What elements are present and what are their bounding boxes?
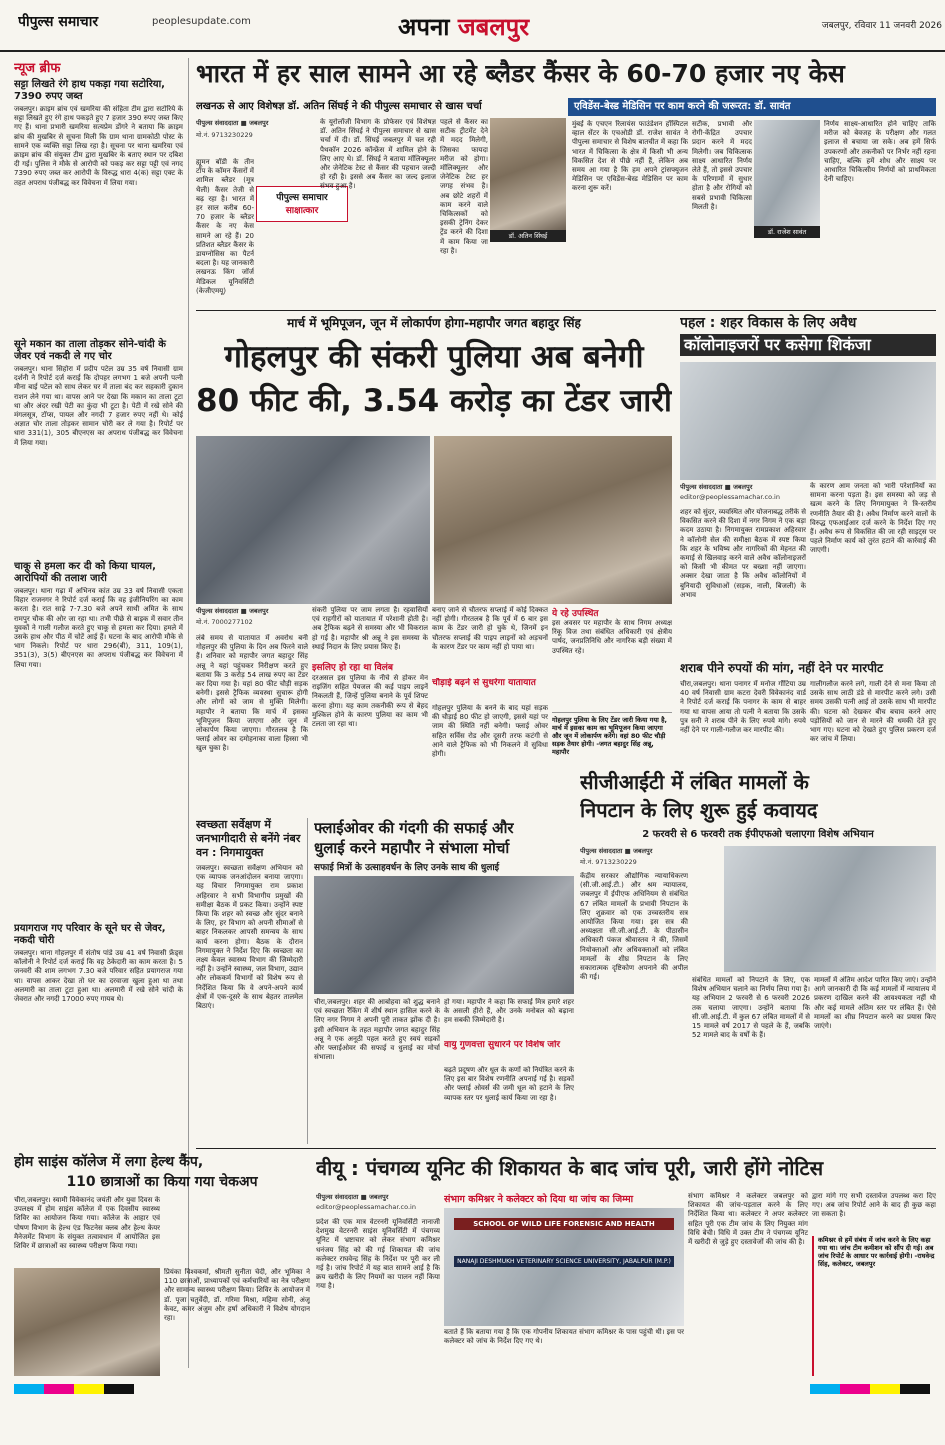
present-title: ये रहे उपस्थित	[552, 609, 599, 619]
brief-item	[14, 561, 183, 917]
present-box	[552, 606, 672, 706]
top-story	[196, 58, 936, 308]
email[interactable]: editor@peoplessamachar.co.in	[680, 493, 780, 501]
byline: पीपुल्स संवाददाता ■ जबलपुर	[196, 119, 269, 127]
cgit-col1: केंद्रीय सरकार औद्योगिक न्यायाधिकरण (सी.जी.आई.टी.) और श्रम न्यायालय, जबलपुर में ईपीएफ अधिनियम से संबंधित 67 लंबित मामलों के प्रभावी निपटान के लिए शुक्रवार को एक उच्चस्तरीय सत्र आयोजित किया गया। इस सत्र की अध्यक्षता सी.जी.आई.टी. के पीठासीन अधिकारी पंकज श्रीवास्तव ने की, जिसमें नियोक्ताओं और अधिवक्ताओं को लंबित मामलों के शीघ्र निपटान के लिए सकारात्मक दृष्टिकोण अपनाने की अपील की गई।	[580, 872, 688, 982]
cgit-byline-box	[580, 846, 720, 870]
colony-col2: के कारण आम जनता को भारी परेशानियों का सामना करना पड़ता है। इस समस्या को जड़ से खत्म करने के लिए निगमायुक्त ने त्रि-स्तरीय रणनीति तैयार की है। अवैध निर्माण करने वालों के विरुद्ध एफआईआर दर्ज करने के निर्देश दिए गए हैं। अवैध रूप से विकसित की जा रही साइट्स पर पहले निर्माण कार्य को तुरंत हटाने की कार्रवाई की जाएगी।	[810, 482, 936, 555]
swachhta-story	[196, 818, 308, 1144]
brief-body: जबलपुर। थाना गोहलपुर में संतोष पांडे उम्र 41 वर्ष निवासी फ्रेंड्स कॉलोनी ने रिपोर्ट दर्ज कराई कि वह ठेकेदारी का काम करता है। 5 जनवरी की शाम लगभग 7.30 बजे परिवार सहित प्रयागराज गया था। वापस आकर देखा तो घर का दरवाजा खुला हुआ था तथा अलमारी का ताला टूटा हुआ था। अलमारी में रखे सोने चांदी के जेवरात और नगदी 17000 रुपए गायब थे।	[14, 949, 183, 1004]
swachhta-headline: स्वच्छता सर्वेक्षण में जनभागीदारी से बनेंगे नंबर वन : निगमायुक्त	[196, 818, 301, 859]
colony-kicker: पहल : शहर विकास के लिए अवैध	[680, 315, 857, 331]
cgit-story	[580, 768, 936, 1144]
liquor-col2: गालीगलौज करने लगे, गाली देने से मना किया तो उसके साथ लाठी डंडे से मारपीट करने लगे। उसी समय उसकी पत्नी आई तो उसके साथ भी मारपीट की। घटना को देखकर बीच बचाव करने आए पड़ोसियों को जान से मारने की धमकी देते हुए भाग गए। घटना को देखते हुए पुलिस प्रकरण दर्ज कर जांच में लिया।	[810, 680, 936, 744]
brief-item	[14, 339, 183, 555]
brief-item	[14, 923, 183, 1169]
byline: पीपुल्स संवाददाता ■ जबलपुर	[680, 483, 753, 491]
cgit-headline-2: निपटान के लिए शुरू हुई कवायद	[580, 798, 818, 822]
flyover-headline-1: फ्लाईओवर की गंदगी की सफाई और	[314, 819, 514, 837]
vu-photo-sign-1: SCHOOL OF WILD LIFE FORENSIC AND HEALTH	[454, 1218, 674, 1230]
brief-headline: प्रयागराज गए परिवार के सूने घर से जेवर, नकदी चोरी	[14, 923, 166, 946]
mayor-quote: गोहलपुर पुलिया के लिए टेंडर जारी किया गया है, मार्च में इसका काम का भूमिपूजन किया जाएगा और जून में लोकार्पण करेंगे। वहां 80 फीट चौड़ी सड़क तैयार होगी। -जगत बहादुर सिंह अन्नू, महापौर	[552, 712, 672, 784]
phone: मो.नं. 7000277102	[196, 618, 253, 626]
top-story-headline: भारत में हर साल सामने आ रहे ब्लैडर कैंसर के 60-70 हजार नए केस	[196, 59, 845, 88]
evidence-col2: सटीक, प्रभावी और रोगी-केंद्रित उपचार प्रदान करने में मदद मिलेगी। जब चिकित्सक साक्ष्य आधारित निर्णय लेते हैं, तो इससे उपचार के परिणामों में सुधार होता है और रोगियों को सबसे प्रभावी चिकित्सा मिलती है।	[692, 120, 752, 211]
doctor-photo	[490, 118, 566, 230]
bridge-photo-left	[196, 436, 430, 604]
byline: पीपुल्स संवाददाता ■ जबलपुर	[196, 607, 269, 615]
evidence-col1: मुंबई के एचएन रिलायंस फाउंडेशन हॉस्पिटल व्हाल सेंटर के एचओडी डॉ. राजेश सावंत ने पीपुल्स समाचार से विशेष बातचीत में कहा कि भारत में चिकित्सा के क्षेत्र में किसी भी अन्य विकसित देश से पीछे नहीं हैं, लेकिन अब समय आ गया है कि हम अपने ट्रांसफ्यूजन मेडिसिन पर एविडेंस-बेस्ड मेडिसिन पर काम करना शुरू करें।	[572, 120, 688, 193]
vu-headline: वीयू : पंचगव्य यूनिट की शिकायत के बाद जांच पूरी, जारी होंगे नोटिस	[316, 1156, 824, 1180]
email[interactable]: editor@peoplessamachar.co.in	[316, 1203, 416, 1211]
website-link[interactable]: peoplesupdate.com	[152, 16, 251, 27]
evidence-banner	[568, 98, 936, 116]
bridge-sub2: चौड़ाई बढ़ने से सुधरेगा यातायात	[432, 678, 536, 688]
print-color-bar-left	[14, 1384, 134, 1394]
phone: मो.नं. 9713230229	[196, 131, 253, 139]
brief-headline: चाकू से हमला कर दी को किया घायल, आरोपियों की तलाश जारी	[14, 561, 156, 584]
phone: मो.नं. 9713230229	[580, 858, 637, 866]
section-title-1: अपना	[398, 13, 450, 41]
vu-col1: प्रदेश की एक मात्र वेटरनरी यूनिवर्सिटी नानाजी देशमुख वेटरनरी साइंस यूनिवर्सिटी में पंचगव्य यूनिट में भ्रष्टाचार को लेकर संभाग कमिश्नर धनंजय सिंह को की गई शिकायत की जांच कलेक्टर राघवेन्द्र सिंह के निर्देश पर पूरी कर ली गई है। जांच रिपोर्ट में यह बात सामने आई है कि क्रय खरीदी के लिए नियमों का पालन नहीं किया गया है।	[316, 1218, 440, 1291]
top-story-subheadline: लखनऊ से आए विशेषज्ञ डॉ. अतिन सिंघई ने की पीपुल्स समाचार से खास चर्चा	[196, 101, 482, 112]
bridge-sub2-body: गोहलपुर पुलिया के बनने के बाद यहां सड़क की चौड़ाई 80 फीट हो जाएगी, इससे यहां पर जाम की स्थिति नहीं बनेगी। फ्लाई ओवर सहित सर्विस रोड और दूसरी तरफ कटंगी से आने वाले ट्रैफिक को भी निकलने में सुविधा होगी।	[432, 704, 548, 759]
top-story-col1: ह्यूमन बॉडी के तीन टॉप के कॉमन कैंसरों में शामिल ब्लैडर (मूत्र थैली) कैंसर तेजी से बढ़ रहा है। भारत में हर साल करीब 60-70 हजार के ब्लैडर कैंसर के नए केस सामने आ रहे हैं। 20 प्रतिशत ब्लैडर कैंसर के डायग्नोसिस का पैटर्न बदला है। यह जानकारी लखनऊ किंग जॉर्ज मेडिकल यूनिवर्सिटी (केजीएमयू)	[196, 158, 254, 295]
homescience-headline-1: होम साइंस कॉलेज में लगा हेल्थ कैंप,	[14, 1154, 204, 1170]
divider	[196, 310, 936, 311]
homescience-photo	[14, 1268, 160, 1376]
homescience-col2: प्रियंका विश्वकर्मा, श्रीमती सुनीता चेदी, और भूमिका ने 110 छात्राओं, प्राध्यापकों एवं कर्मचारियों का नेत्र परीक्षण और सामान्य स्वास्थ्य परीक्षण किया। शिविर के आयोजन में डॉ. पूजा चतुर्वेदी, डॉ. गरिमा मिश्रा, महिमा सोनी, अंजू केवट, कमर अंजुम और हर्षा अधिकारी ने विशेष योगदान रहा।	[164, 1268, 310, 1323]
homescience-col1: चीरा,जबलपुर। स्वामी विवेकानंद जयंती और युवा दिवस के उपलक्ष्य में होम साइंस कॉलेज में एक दिवसीय स्वास्थ्य शिविर का आयोजन किया गया। कॉलेज के आहार एवं पोषण विभाग के हेल्थ एंड फिटनेस क्लब और हेल्थ केयर मैनेजमेंट विभाग के संयुक्त तत्वावधान में आयोजित इस शिविर में छात्राओं का स्वास्थ्य परीक्षण किया गया।	[14, 1196, 160, 1251]
liquor-headline: शराब पीने रुपयों की मांग, नहीं देने पर मारपीट	[680, 661, 884, 675]
bridge-story	[196, 314, 672, 814]
vu-kicker: संभाग कमिश्नर ने कलेक्टर को दिया था जांच का जिम्मा	[444, 1194, 634, 1205]
flyover-photo	[314, 876, 574, 994]
bridge-headline-1: गोहलपुर की संकरी पुलिया अब बनेगी	[224, 339, 644, 375]
bridge-col3: बनाए जाने से चौतरफ सप्लाई में कोई दिक्कत नहीं होगी। गौरतलब है कि पूर्व में 6 बार इस काम के टेंडर जारी हो चुके थे, जिनमें इन चौतरफ सप्लाई की पाइप लाइनों को अड़चनों के कारण टेंडर पर काम नहीं हो पाया था।	[432, 606, 548, 651]
flyover-sub-body: बढ़ते प्रदूषण और धूल के कणों को नियंत्रित करने के लिए इस बार विशेष रणनीति अपनाई गई है। सड़कों और फ्लाई ओवर्स की जमी धूल को हटाने के लिए व्यापक स्तर पर धुलाई कार्य किया जा रहा है।	[444, 1066, 574, 1102]
liquor-col1: चीरा,जबलपुर। थाना पनागर में मनोज गौंटिया उम्र 40 वर्ष निवासी ग्राम कटरा देवरी विवेकानंद वार्ड ने रिपोर्ट दर्ज कराई कि पनागर के काम से बाहर गया था वापस आया तो पत्नी ने बताया कि उसके पुत्र सनी ने शराब पीने के लिए रुपये मांगे। रुपये नहीं देने पर गाली-गलौज कर मारपीट की।	[680, 680, 806, 735]
masthead	[0, 0, 945, 52]
bridge-sub1: इसलिए हो रहा था विलंब	[312, 663, 394, 672]
byline: पीपुल्स संवाददाता ■ जबलपुर	[316, 1193, 389, 1201]
colony-byline-box	[680, 482, 810, 506]
present-body: इस अवसर पर महापौर के साथ निगम अध्यक्ष रिंकू विज तथा संबंधित अधिकारी एवं क्षेत्रीय पार्षद, जनप्रतिनिधि और नागरिक बड़ी संख्या में उपस्थित रहे।	[552, 619, 672, 655]
vu-photo-sign-2: NANAJI DESHMUKH VETERINARY SCIENCE UNIVERSITY, JABALPUR (M.P.)	[454, 1256, 674, 1267]
colony-story	[680, 314, 936, 654]
cgit-headline-1: सीजीआईटी में लंबित मामलों के	[580, 770, 809, 794]
vu-col3: संभाग कमिश्नर ने कलेक्टर जबलपुर को शिकायत की जांच-पड़ताल करने के लिए निर्देशित किया था। कलेक्टर ने अपर कलेक्टर सहित पूरी एक टीम जांच के लिए नियुक्त मांग विधि बेची। विधि में उक्त टीम ने पंचगव्य यूनिट में खरीदी से जुड़े हुए दस्तावेजों की जांच की है।	[688, 1192, 808, 1247]
bridge-kicker: मार्च में भूमिपूजन, जून में लोकार्पण होगा-महापौर जगत बहादुर सिंह	[287, 316, 581, 330]
interview-logo-text: पीपुल्स समाचार	[276, 193, 328, 203]
brief-headline: सट्टा लिखते रंगे हाथ पकड़ा गया सटोरिया, 7390 रुपए जब्त	[14, 79, 165, 102]
brand-logo[interactable]: पीपुल्स समाचार	[18, 14, 99, 30]
bridge-col1: लंबे समय से यातायात में अवरोध बनी गोहलपुर की पुलिया के दिन अब फिरने वाले हैं। शनिवार को महापौर जगत बहादुर सिंह अन्नू ने यहां पहुंचकर निरीक्षण करते हुए बताया कि 3 करोड़ 54 लाख रुपए का टेंडर कर दिया गया है। यहां 80 फीट चौड़ी सड़क बनेगी। इससे ट्रैफिक व्यवस्था सुचारू होगी और लोगों को जाम से मुक्ति मिलेगी। महापौर ने बताया कि मार्च में इसका भूमिपूजन किया जाएगा और जून में लोकार्पण किया जाएगा। गौरतलब है कि फ्लाई ओवर का दमोहनाका वाला हिस्सा भी खुल चुका है।	[196, 634, 308, 753]
vu-story	[316, 1152, 936, 1378]
vu-col2: बताते हैं कि बताया गया है कि एक गोपनीय शिकायत संभाग कमिश्नर के पास पहुंची थी। इस पर कलेक्टर को जांच के निर्देश दिए गए थे।	[444, 1328, 684, 1346]
flyover-col1: चीरा,जबलपुर। शहर की आबोहवा को शुद्ध बनाने एवं स्वच्छता रैंकिंग में शीर्ष स्थान हासिल करने के लिए नगर निगम ने अपनी पूरी ताकत झोंक दी है। इसी अभियान के तहत महापौर जगत बहादुर सिंह अन्नू ने एक अनूठी पहल करते हुए स्वयं सड़कों और फ्लाईओवर की सफाई व धुलाई का मोर्चा संभाला।	[314, 998, 440, 1062]
section-title-2: जबलपुर	[457, 13, 530, 41]
swachhta-body: जबलपुर। स्वच्छता सर्वेक्षण अभियान को एक व्यापक जनआंदोलन बनाया जाएगा। यह विचार निगमायुक्त राम प्रकाश अहिरवार ने सभी विभागीय प्रमुखों की समीक्षा बैठक में प्रकट किया। उन्होंने स्पष्ट किया कि शहर को स्वच्छ और सुंदर बनाने के लिए, हर विभाग को अपनी सीमाओं से बाहर निकलकर आपसी समन्वय के साथ कार्य करना होगा। बैठक के दौरान निगमायुक्त ने निर्देश दिए कि स्वच्छता का लक्ष्य केवल स्वास्थ्य विभाग की जिम्मेदारी नहीं है। उन्होंने स्वास्थ्य, जल विभाग, उद्यान और लोककर्म विभागों को विशेष रूप से निर्देशित किया कि वे अपने-अपने कार्य क्षेत्रों में एक-दूसरे के साथ बेहतर तालमेल बिठाएं।	[196, 864, 303, 1011]
flyover-sub: वायु गुणवत्ता सुधारने पर विशेष जोर	[444, 1040, 561, 1050]
byline: पीपुल्स संवाददाता ■ जबलपुर	[580, 847, 653, 855]
flyover-headline-2: धुलाई करने महापौर ने संभाला मोर्चा	[314, 839, 510, 857]
cgit-col3: मामलों में अंतिम आदेश पारित किए जाएं। उन्होंने आगे जानकारी दी कि कई मामलों में न्यायालय में प्रकरण दाखिल करने की आवश्यकता नहीं थी और कई मामले अंतिम स्तर पर लंबित हैं। ऐसे मामलों का शीघ्र निपटान करने का प्रयास किए जाएंगे।	[814, 976, 936, 1031]
sawant-photo-caption: डॉ. राजेश सावंत	[754, 226, 820, 238]
bridge-col2: संकरी पुलिया पर जाम लगता है। रहवासियों एवं राहगीरों को यातायात में परेशानी होती है। अब ट्रैफिक बढ़ने से समस्या और भी विकराल हो गई है। महापौर श्री अन्नू ने इस समस्या के स्थाई निदान के लिए प्रयास किए हैं।	[312, 606, 428, 651]
top-story-col1b	[196, 226, 316, 306]
cgit-col2: संबंधित मामलों को निपटाने के लिए, एक विशेष अभियान चलाने का निर्णय लिया गया है। यह अभियान 2 फरवरी से 6 फरवरी 2026 तक चलाया जाएगा। उन्होंने बताया कि सी.जी.आई.टी. में कुल 67 लंबित मामलों में से 15 मामले वर्ष 2017 से पहले के हैं, जबकि 52 मामले बाद के वर्षों के हैं।	[692, 976, 810, 1040]
cgit-photo	[724, 846, 936, 972]
brief-headline: सूने मकान का ताला तोड़कर सोने-चांदी के जेवर एवं नकदी ले गए चोर	[14, 339, 166, 362]
top-story-col2: के यूरोलॉजी विभाग के प्रोफेसर एवं विशेषज्ञ डॉ. अतिन सिंघई ने पीपुल्स समाचार से खास चर्चा में दी। डॉ. सिंघई जबलपुर में चल रही पैथकॉन 2026 कॉन्फ्रेंस में शामिल होने के लिए आए थे। डॉ. सिंघई ने बताया मॉलिक्यूलर और जेनेटिक टेस्ट से कैंसर की पहचान जल्दी हो रही है। इससे अब कैंसर का जल्द इलाज संभव हुआ है।	[320, 118, 436, 191]
cgit-subheadline: 2 फरवरी से 6 फरवरी तक ईपीएफओ चलाएगा विशेष अभियान	[642, 829, 874, 840]
divider	[196, 1148, 936, 1149]
colony-photo	[680, 362, 936, 480]
date-line: जबलपुर, रविवार 11 जनवरी 2026	[821, 21, 942, 31]
vu-photo	[444, 1208, 684, 1326]
top-story-col3: पहले से कैंसर का सटीक ट्रीटमेंट देने में मदद मिलेगी, जिसका फायदा मरीज को होगा। मॉलिक्यूलर और जेनेटिक टेस्ट हर जगह संभव है। अब छोटे शहरों में काम करने वाले चिकित्सकों को इसकी ट्रेनिंग देकर ट्रेंड करने की दिशा में काम किया जा रहा है।	[440, 118, 488, 255]
brief-body: जबलपुर। थाना गढ़ा में अभिनव कांत उम्र 33 वर्ष निवासी एकता विहार राजनगर ने रिपोर्ट दर्ज कराई कि वह इंजीनियरिंग का काम करता है। रात साढ़े 7-7.30 बजे अपने साथी अमित के साथ रामपुर चौक की ओर जा रहा था। तभी पीछे से बाइक में सवार तीन युवकों ने गाली गलौज करते हुए चाकू से हमला कर दिया। हमले में उसके हाथ और पीठ में चोटें आई हैं। घटना के बाद आरोपी मौके से भाग निकले। रिपोर्ट पर धारा 296(बी), 311, 109(1), 351(3), 3(5) बीएनएस का अपराध पंजीबद्ध कर विवेचना में लिया गया।	[14, 587, 183, 669]
bridge-headline-2: 80 फीट की, 3.54 करोड़ का टेंडर जारी	[196, 383, 672, 419]
news-brief-label: न्यूज ब्रीफ	[14, 61, 61, 76]
flyover-subheadline: सफाई मित्रों के उत्साहवर्धन के लिए उनके साथ की धुलाई	[314, 863, 500, 873]
homescience-headline-2: 110 छात्राओं का किया गया चेकअप	[66, 1174, 258, 1190]
brief-item	[14, 79, 183, 333]
doctor-photo-caption: डॉ. अतिन सिंघई	[490, 230, 566, 242]
colony-col1: शहर को सुंदर, व्यवस्थित और योजनाबद्ध तरीके से विकसित करने की दिशा में नगर निगम ने एक बड़ा कदम उठाया है। निगमायुक्त रामप्रकाश अहिरवार ने कॉलोनी सेल की समीक्षा बैठक में स्पष्ट किया कि शहर के भविष्य और नागरिकों की मेहनत की कमाई से खिलवाड़ करने वाले अवैध कॉलोनाइजरों को किसी भी कीमत पर बख्शा नहीं जाएगा। अक्सर देखा जाता है कि अवैध कॉलोनियों में बुनियादी सुविधाओं (सड़क, नाली, बिजली) के अभाव	[680, 508, 806, 599]
liquor-story	[680, 660, 936, 760]
bridge-sub1-body: दरअसल इस पुलिया के नीचे से होकर मेन राइजिंग सहित पेयजल की कई पाइप लाइनें निकलती हैं, जिन्हें पुलिया बनाने के पूर्व शिफ्ट करना होगा। यह काम तकनीकी रूप से बेहद मुश्किल होने के कारण पुलिया का काम भी टलता जा रहा था।	[312, 674, 428, 729]
sawant-photo	[754, 120, 820, 238]
brief-body: जबलपुर। थाना सिहोरा में प्रदीप पटेल उम्र 35 वर्ष निवासी ग्राम दर्शनी ने रिपोर्ट दर्ज कराई कि दोपहर लगभग 1 बजे अपनी पत्नी मीना बाई पटेल को साथ लेकर घर में ताला बंद कर सहकारी दुकान राशन लेने गया था। वापस आने पर देखा कि मकान का ताला टूटा था और अंदर रखी पेटी का कुंदा भी टूटा है। पेटी में रखे सोने की मंगलसूत्र, टॉप्स, पायल और नगदी 7 हजार रुपए नहीं थे। कोई अज्ञात चोर ताला तोड़कर सामान चोरी कर ले गया है। रिपोर्ट पर धारा 331(1), 305 बीएनएस का अपराध पंजीबद्ध कर विवेचना में लिया गया।	[14, 365, 183, 447]
vu-byline-box	[316, 1192, 440, 1216]
collector-quote: कमिश्नर से हमें संबंध में जांच करने के लिए कहा गया था। जांच टीम कमीशन को सौंप दी गई। अब जांच रिपोर्ट के आधार पर कार्रवाई होगी। -राघवेन्द्र सिंह, कलेक्टर, जबलपुर	[812, 1236, 936, 1376]
flyover-col2: हो गया। महापौर ने कहा कि सफाई मित्र हमारे शहर के असली हीरो हैं, और उनके मनोबल को बढ़ाना हम सबकी जिम्मेदारी है।	[444, 998, 574, 1025]
evidence-headline: एविडेंस-बेस्ड मेडिसिन पर काम करने की जरूरत: डॉ. सावंत	[574, 101, 791, 112]
vu-col4: द्वारा मांगे गए सभी दस्तावेज उपलब्ध करा दिए गए। अब जांच रिपोर्ट आने के बाद ही कुछ कहा जा सकता है।	[812, 1192, 936, 1219]
flyover-story	[314, 818, 574, 1144]
evidence-col3: निर्णय साक्ष्य-आधारित होने चाहिए ताकि मरीज को बेवजह के परीक्षण और गलत इलाज से बचाया जा सके। अब हमें सिर्फ उपकरणों और तकनीकों पर निर्भर नहीं रहना चाहिए, बल्कि हमें शोध और साक्ष्य पर आधारित चिकित्सीय निर्णयों को प्राथमिकता देनी चाहिए।	[824, 120, 936, 184]
homescience-story	[14, 1152, 310, 1378]
byline-box	[196, 118, 316, 158]
section-title	[398, 10, 598, 44]
bridge-byline-box	[196, 606, 306, 632]
interview-logo-sub: साक्षात्कार	[285, 206, 319, 216]
bridge-photo-right	[434, 436, 672, 604]
colony-headline: कॉलोनाइजरों पर कसेगा शिकंजा	[680, 334, 936, 356]
print-color-bar-right	[810, 1384, 930, 1394]
brief-body: जबलपुर। क्राइम ब्रांच एवं खमरिया की संहिता टीम द्वारा सटोरिये के सट्टा लिखते हुए रंगे हाथ पकड़ते हुए 7 हजार 390 रुपए जब्त किए गए हैं। थाना प्रभारी खमरिया सत्यप्रेम डोंगरे ने बताया कि क्राइम ब्रांच की मुखबिर से सूचना मिली कि ग्राम थाना ग्रामकोठी पोस्ट के सामने एक व्यक्ति सट्टा लिख रहा है। सूचना पर थाना खमरिया एवं क्राइम ब्रांच की संयुक्त टीम द्वारा मुखबिर के बताए स्थान पर दबिश दी गई। पुलिस ने मौके से आरोपी को पकड़ कर सट्टा पट्टी एवं नगद 7390 रुपए जब्त कर आरोपी के विरुद्ध धारा 4(क) सट्टा एक्ट के तहत अपराध पंजीबद्ध कर विवेचना में लिया गया।	[14, 105, 183, 187]
